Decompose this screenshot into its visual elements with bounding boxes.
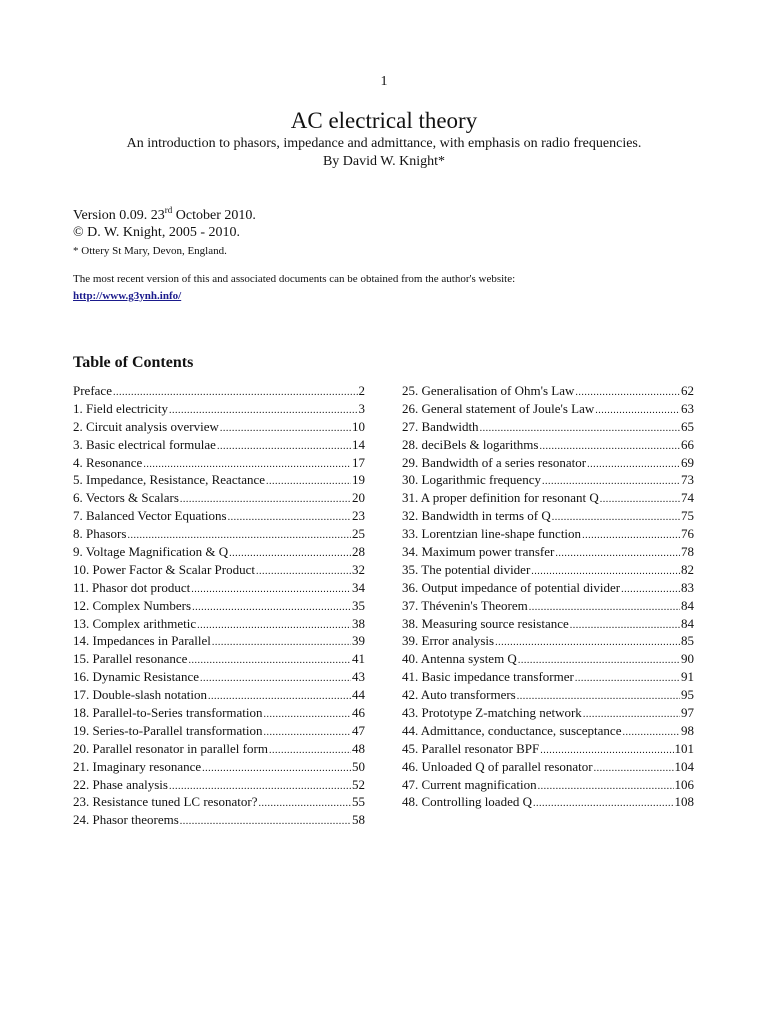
toc-entry[interactable] xyxy=(402,650,694,668)
toc-entry-label: 15. Parallel resonance xyxy=(73,651,188,667)
toc-entry[interactable] xyxy=(73,400,365,418)
toc-entry-page: 76 xyxy=(681,526,694,542)
document-subtitle: An introduction to phasors, impedance and admittance, with emphasis on radio frequencies. xyxy=(126,136,642,151)
toc-entry-leader xyxy=(180,813,351,831)
toc-entry-label: 38. Measuring source resistance xyxy=(402,615,569,631)
toc-entry-leader xyxy=(582,527,680,545)
toc-entry-label: 45. Parallel resonator BPF xyxy=(402,740,540,756)
toc-entry-page: 84 xyxy=(681,615,694,631)
toc-entry-page: 47 xyxy=(352,722,365,738)
toc-entry-page: 74 xyxy=(681,490,694,506)
toc-entry-label: 30. Logarithmic frequency xyxy=(402,472,541,488)
toc-entry[interactable] xyxy=(402,704,694,722)
toc-entry-page: 10 xyxy=(352,418,365,434)
toc-entry[interactable] xyxy=(402,722,694,740)
toc-entry-page: 83 xyxy=(681,579,694,595)
toc-entry-leader xyxy=(595,402,680,420)
toc-entry-page: 63 xyxy=(681,400,694,416)
toc-entry-label: 42. Auto transformers xyxy=(402,687,516,703)
toc-entry[interactable] xyxy=(402,418,694,436)
toc-entry[interactable] xyxy=(73,704,365,722)
toc-entry-label: 13. Complex arithmetic xyxy=(73,615,197,631)
toc-entry[interactable] xyxy=(73,525,365,543)
toc-entry-page: 38 xyxy=(352,615,365,631)
toc-entry-page: 50 xyxy=(352,758,365,774)
toc-entry-page: 55 xyxy=(352,794,365,810)
toc-entry-page: 44 xyxy=(352,687,365,703)
toc-entry-leader xyxy=(495,634,680,652)
toc-entry-page: 25 xyxy=(352,526,365,542)
toc-entry-page: 34 xyxy=(352,579,365,595)
toc-entry-label: 17. Double-slash notation xyxy=(73,687,207,703)
toc-entry[interactable] xyxy=(402,793,694,811)
toc-entry[interactable] xyxy=(402,382,694,400)
toc-entry-leader xyxy=(191,581,351,599)
version-superscript: rd xyxy=(164,205,173,215)
toc-entry-leader xyxy=(256,563,351,581)
toc-entry-label: 20. Parallel resonator in parallel form xyxy=(73,740,268,756)
toc-entry[interactable] xyxy=(402,597,694,615)
toc-entry[interactable] xyxy=(73,418,365,436)
toc-entry[interactable] xyxy=(402,507,694,525)
version-prefix: Version 0.09. 23 xyxy=(73,208,165,223)
toc-entry-label: 8. Phasors xyxy=(73,526,127,542)
toc-entry-label: 31. A proper definition for resonant Q xyxy=(402,490,599,506)
toc-entry-label: 35. The potential divider xyxy=(402,561,531,577)
toc-left-column xyxy=(73,382,365,829)
toc-entry-label: 22. Phase analysis xyxy=(73,776,168,792)
toc-entry-page: 35 xyxy=(352,597,365,613)
toc-entry[interactable] xyxy=(73,758,365,776)
toc-entry[interactable] xyxy=(73,382,365,400)
toc-entry-page: 73 xyxy=(681,472,694,488)
toc-entry-page: 46 xyxy=(352,705,365,721)
toc-entry[interactable] xyxy=(402,686,694,704)
toc-entry-leader xyxy=(266,473,351,491)
toc-entry-label: 7. Balanced Vector Equations xyxy=(73,508,227,524)
toc-entry-page: 78 xyxy=(681,544,694,560)
toc-entry-label: 46. Unloaded Q of parallel resonator xyxy=(402,758,593,774)
toc-entry-page: 3 xyxy=(358,400,365,416)
toc-entry-label: 1. Field electricity xyxy=(73,400,168,416)
toc-entry-page: 65 xyxy=(681,418,694,434)
toc-entry-label: 3. Basic electrical formulae xyxy=(73,436,216,452)
toc-entry-page: 58 xyxy=(352,812,365,828)
toc-entry-page: 20 xyxy=(352,490,365,506)
toc-entry[interactable] xyxy=(402,776,694,794)
page-number: 1 xyxy=(380,74,388,89)
toc-entry-label: 5. Impedance, Resistance, Reactance xyxy=(73,472,266,488)
toc-entry-page: 91 xyxy=(681,669,694,685)
toc-entry-leader xyxy=(264,724,351,742)
document-author: By David W. Knight* xyxy=(322,154,446,169)
toc-entry-label: 27. Bandwidth xyxy=(402,418,479,434)
toc-entry-page: 62 xyxy=(681,383,694,398)
toc-entry[interactable] xyxy=(402,740,694,758)
toc-entry-label: 29. Bandwidth of a series resonator xyxy=(402,454,587,470)
toc-entry[interactable] xyxy=(402,561,694,579)
toc-entry-label: 6. Vectors & Scalars xyxy=(73,490,179,506)
toc-entry-page: 108 xyxy=(674,794,694,810)
toc-entry-label: 43. Prototype Z-matching network xyxy=(402,705,582,721)
toc-entry-page: 14 xyxy=(352,436,365,452)
toc-entry[interactable] xyxy=(402,632,694,650)
toc-entry-page: 104 xyxy=(674,758,694,774)
author-address: * Ottery St Mary, Devon, England. xyxy=(73,245,227,257)
toc-entry[interactable] xyxy=(73,722,365,740)
toc-entry-page: 66 xyxy=(681,436,694,452)
toc-entry[interactable] xyxy=(73,454,365,472)
toc-entry[interactable] xyxy=(402,668,694,686)
toc-entry-leader xyxy=(621,581,680,599)
toc-entry[interactable] xyxy=(402,615,694,633)
toc-entry-page: 32 xyxy=(352,561,365,577)
toc-entry-page: 17 xyxy=(352,454,365,470)
toc-entry-label: 39. Error analysis xyxy=(402,633,495,649)
toc-entry[interactable] xyxy=(73,471,365,489)
toc-entry[interactable] xyxy=(402,454,694,472)
toc-entry-page: 90 xyxy=(681,651,694,667)
toc-entry-label: 32. Bandwidth in terms of Q xyxy=(402,508,551,524)
toc-entry-leader xyxy=(269,742,351,760)
toc-entry-page: 52 xyxy=(352,776,365,792)
toc-entry-page: 43 xyxy=(352,669,365,685)
toc-entry-label: 2. Circuit analysis overview xyxy=(73,418,219,434)
toc-entry-label: 9. Voltage Magnification & Q xyxy=(73,544,229,560)
toc-entry-page: 75 xyxy=(681,508,694,524)
toc-entry[interactable] xyxy=(73,597,365,615)
toc-entry-label: 36. Output impedance of potential divider xyxy=(402,579,621,595)
toc-entry[interactable] xyxy=(73,650,365,668)
toc-entry-label: 23. Resistance tuned LC resonator? xyxy=(73,794,258,810)
toc-entry-label: 14. Impedances in Parallel xyxy=(73,633,211,649)
toc-entry-page: 101 xyxy=(674,740,694,756)
toc-entry-label: 48. Controlling loaded Q xyxy=(402,794,532,810)
toc-entry-label: 18. Parallel-to-Series transformation xyxy=(73,705,263,721)
toc-entry-label: 10. Power Factor & Scalar Product xyxy=(73,561,255,577)
toc-entry[interactable] xyxy=(73,811,365,829)
toc-entry[interactable] xyxy=(402,400,694,418)
toc-entry-leader xyxy=(258,795,351,813)
toc-entry-page: 95 xyxy=(681,687,694,703)
toc-entry-label: 34. Maximum power transfer xyxy=(402,544,555,560)
toc-entry[interactable] xyxy=(73,776,365,794)
toc-entry[interactable] xyxy=(402,525,694,543)
toc-entry-leader xyxy=(192,599,351,617)
toc-entry-leader xyxy=(197,617,351,635)
toc-entry[interactable] xyxy=(73,507,365,525)
toc-entry-page: 48 xyxy=(352,740,365,756)
toc-entry-page: 106 xyxy=(674,776,694,792)
toc-entry[interactable] xyxy=(73,489,365,507)
version-suffix: October 2010. xyxy=(172,208,256,223)
toc-entry-label: 26. General statement of Joule's Law xyxy=(402,400,595,416)
toc-entry-label: 40. Antenna system Q xyxy=(402,651,517,667)
toc-entry-page: 2 xyxy=(358,383,365,398)
document-title: AC electrical theory xyxy=(290,108,478,133)
version-line xyxy=(73,205,256,224)
toc-entry-label: 16. Dynamic Resistance xyxy=(73,669,199,685)
toc-entry-leader xyxy=(202,760,351,778)
toc-entry[interactable] xyxy=(73,615,365,633)
toc-entry-page: 41 xyxy=(352,651,365,667)
toc-entry-leader xyxy=(200,670,351,688)
toc-entry[interactable] xyxy=(402,758,694,776)
toc-entry-leader xyxy=(555,545,680,563)
toc-entry-label: 19. Series-to-Parallel transformation xyxy=(73,722,263,738)
toc-entry-leader xyxy=(575,670,680,688)
toc-entry-page: 98 xyxy=(681,722,694,738)
recent-version-note: The most recent version of this and associated documents can be obtained from the author's website: xyxy=(73,273,516,285)
toc-heading: Table of Contents xyxy=(73,354,194,371)
toc-entry[interactable] xyxy=(402,471,694,489)
toc-entry[interactable] xyxy=(402,489,694,507)
toc-entry-page: 97 xyxy=(681,705,694,721)
toc-entry[interactable] xyxy=(73,561,365,579)
toc-entry-page: 23 xyxy=(352,508,365,524)
toc-entry-label: 28. deciBels & logarithms xyxy=(402,436,539,452)
toc-entry-leader xyxy=(570,617,680,635)
toc-entry-leader xyxy=(220,420,351,438)
toc-entry[interactable] xyxy=(402,436,694,454)
toc-entry-leader xyxy=(228,509,351,527)
toc-entry-leader xyxy=(264,706,351,724)
copyright-line: © D. W. Knight, 2005 - 2010. xyxy=(73,225,240,240)
toc-entry-label: 41. Basic impedance transformer xyxy=(402,669,574,685)
toc-entry[interactable] xyxy=(73,740,365,758)
toc-entry-page: 84 xyxy=(681,597,694,613)
toc-entry-label: 11. Phasor dot product xyxy=(73,579,191,595)
toc-entry[interactable] xyxy=(73,579,365,597)
toc-entry[interactable] xyxy=(73,686,365,704)
toc-entry-label: 47. Current magnification xyxy=(402,776,537,792)
toc-entry[interactable] xyxy=(73,436,365,454)
toc-entry[interactable] xyxy=(73,793,365,811)
toc-entry[interactable] xyxy=(402,579,694,597)
toc-entry-leader xyxy=(217,438,351,456)
toc-entry[interactable] xyxy=(73,668,365,686)
toc-entry-leader xyxy=(600,491,680,509)
toc-entry-label: 33. Lorentzian line-shape function xyxy=(402,526,582,542)
toc-entry-page: 85 xyxy=(681,633,694,649)
toc-entry-page: 28 xyxy=(352,544,365,560)
toc-entry-label: 25. Generalisation of Ohm's Law xyxy=(402,383,575,398)
toc-entry-page: 39 xyxy=(352,633,365,649)
toc-entry-label: 21. Imaginary resonance xyxy=(73,758,202,774)
toc-entry[interactable] xyxy=(73,543,365,561)
toc-entry-label: 37. Thévenin's Theorem xyxy=(402,597,528,613)
toc-entry-leader xyxy=(533,795,674,813)
toc-right-column xyxy=(402,382,694,811)
toc-entry-leader xyxy=(538,778,674,796)
toc-entry[interactable] xyxy=(402,543,694,561)
toc-entry-label: 4. Resonance xyxy=(73,454,143,470)
toc-entry-label: Preface xyxy=(73,383,112,398)
toc-entry-label: 12. Complex Numbers xyxy=(73,597,192,613)
toc-entry-leader xyxy=(587,456,680,474)
toc-entry-leader xyxy=(594,760,674,778)
toc-entry[interactable] xyxy=(73,632,365,650)
toc-entry-page: 69 xyxy=(681,454,694,470)
toc-entry-leader xyxy=(212,634,351,652)
toc-entry-label: 44. Admittance, conductance, susceptance xyxy=(402,722,622,738)
website-link[interactable]: http://www.g3ynh.info/ xyxy=(73,290,182,302)
toc-entry-leader xyxy=(622,724,680,742)
toc-entry-leader xyxy=(188,652,351,670)
toc-entry-label: 24. Phasor theorems xyxy=(73,812,179,828)
toc-entry-page: 82 xyxy=(681,561,694,577)
toc-entry-page: 19 xyxy=(352,472,365,488)
